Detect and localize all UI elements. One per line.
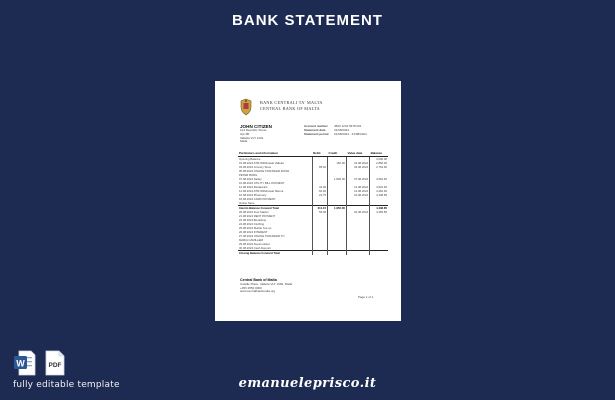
website-link[interactable]: emanueleprisco.it	[238, 376, 377, 391]
holder-address-line: Apt 4B	[240, 131, 250, 136]
column-header: Debit	[312, 151, 328, 156]
table-cell-desc: 12.08.2024 Restaurant	[239, 184, 268, 189]
table-cell-credit: 1,950.00	[328, 205, 347, 210]
table-cell-desc: 03.08.2024 Grocery Store	[239, 164, 272, 169]
table-cell-balance: 2,850.00	[370, 161, 388, 165]
table-row	[238, 250, 388, 255]
table-cell-desc: 25.08.2024 Mobile Top-up	[239, 225, 272, 230]
statement-document	[215, 81, 401, 321]
table-cell-debit: 60.00	[312, 189, 328, 193]
column-header: Particulars and information	[238, 151, 312, 156]
pdf-icon-label: PDF	[48, 362, 62, 369]
table-cell-desc: 10.08.2024 UTILITY BILL PAYMENT	[239, 180, 285, 185]
table-cell-desc: 30.08.2024 Cash Deposit	[239, 245, 271, 250]
table-cell-date: 14.08.2024	[346, 189, 369, 193]
column-header: Balance	[370, 151, 388, 156]
table-cell-date	[346, 250, 369, 255]
table-cell-debit	[312, 250, 328, 255]
table-cell-desc: 01.08.2024 ATM Withdrawal Valletta	[239, 160, 284, 165]
footer-line: +356 2550 0000	[240, 285, 262, 290]
table-cell-date: 03.08.2024	[346, 165, 369, 169]
statement-period-row	[304, 133, 367, 137]
table-cell-debit: 55.00	[312, 210, 328, 214]
pdf-document-icon	[43, 349, 67, 377]
table-cell-debit: 42.00	[312, 185, 328, 189]
bank-seal-icon	[239, 98, 253, 116]
table-cell-balance: 3,000.00	[370, 156, 388, 161]
table-cell-credit: 1,800.00	[328, 177, 347, 181]
bank-name	[260, 100, 323, 111]
detail-value: 4500 1234 5678 001	[334, 124, 362, 128]
table-cell-date: 07.08.2024	[346, 177, 369, 181]
detail-value: 31/08/2024	[334, 127, 350, 132]
table-cell-date: 16.08.2024	[346, 193, 369, 197]
table-cell-desc: Opening Balance	[239, 156, 261, 161]
bank-name-line1: BANK CENTRALI TA' MALTA	[260, 100, 323, 105]
table-cell-desc: Interim Balance Forward Total	[238, 205, 312, 210]
table-cell-desc: 05.08.2024 ONLINE TRANSFER FROM	[239, 168, 289, 173]
table-cell-desc: 14.08.2024 ATM Withdrawal Sliema	[239, 188, 284, 193]
table-cell-desc: 16.08.2024 Pharmacy	[239, 192, 267, 197]
page-title: BANK STATEMENT	[232, 12, 383, 29]
table-cell-debit: 23.75	[312, 193, 328, 197]
table-cell-desc: MARIA CAMILLERI	[239, 237, 264, 242]
holder-address-line: Malta	[240, 139, 248, 144]
holder-address-line: 123 Republic Street	[240, 128, 267, 132]
table-cell-desc: 22.08.2024 Bookshop	[239, 217, 267, 222]
table-cell-desc: 20.08.2024 Fuel Station	[239, 209, 269, 214]
table-cell-balance: 4,462.60	[370, 189, 388, 193]
table-cell-debit: 211.15	[312, 205, 328, 210]
table-cell-date: 12.08.2024	[346, 185, 369, 189]
account-holder	[240, 124, 272, 144]
table-cell-desc: 24.08.2024 Clothing	[239, 221, 265, 226]
holder-address-line: Valletta VLT 1234	[240, 135, 264, 140]
account-details	[304, 125, 367, 136]
table-cell-desc: 18.08.2024 CARD PAYMENT	[239, 196, 276, 201]
tagline: fully editable template	[13, 380, 120, 390]
holder-name: JOHN CITIZEN	[240, 124, 272, 129]
table-cell-desc: 27.08.2024 ONLINE TRANSFER TO	[239, 233, 285, 238]
table-cell-debit: 85.40	[312, 165, 328, 169]
transactions-table	[238, 151, 388, 255]
footer-line: www.centralbankmalta.org	[240, 289, 276, 294]
table-cell-credit	[328, 250, 347, 255]
footer-line: Castille Place, Valletta VLT 1060, Malta	[240, 281, 293, 286]
column-header: Credit	[328, 151, 347, 156]
detail-value: 01/08/2024 - 31/08/2024	[334, 131, 367, 136]
table-cell-desc: Online Store	[239, 200, 255, 205]
bank-footer	[240, 279, 292, 294]
table-cell-balance: 2,764.60	[370, 165, 388, 169]
page-number: Page 1 of 1	[358, 295, 374, 299]
table-cell-date: 20.08.2024	[346, 210, 369, 214]
transactions-body	[238, 156, 388, 255]
word-icon-letter: W	[16, 358, 25, 369]
table-cell-balance: 4,383.85	[370, 210, 388, 214]
table-cell-balance: 4,438.85	[370, 205, 388, 210]
table-cell-date: 01.08.2024	[346, 161, 369, 165]
table-cell-desc: PETER BORG	[239, 172, 258, 177]
table-cell-balance: 4,522.60	[370, 185, 388, 189]
table-cell-desc: 07.08.2024 Salary	[239, 176, 262, 181]
format-icons	[13, 349, 67, 377]
table-cell-credit: 150.00	[328, 161, 347, 165]
table-cell-desc: Closing Balance Forward Total	[238, 250, 312, 255]
table-cell-balance: 4,438.85	[370, 193, 388, 197]
detail-label: Account number	[304, 124, 328, 128]
footer-bank-name: Central Bank of Malta	[240, 278, 277, 282]
word-document-icon	[13, 349, 37, 377]
table-cell-desc: 29.08.2024 Supermarket	[239, 241, 270, 246]
detail-label: Statement date	[304, 127, 326, 132]
table-cell-balance	[370, 250, 388, 255]
bank-name-line2: CENTRAL BANK OF MALTA	[260, 105, 320, 111]
column-header: Value date	[346, 151, 369, 156]
detail-label: Statement period	[304, 131, 329, 136]
table-cell-balance: 4,564.60	[370, 177, 388, 181]
table-cell-desc: 26.08.2024 INTEREST	[239, 229, 268, 234]
table-cell-desc: 21.08.2024 RENT PAYMENT	[239, 213, 276, 218]
